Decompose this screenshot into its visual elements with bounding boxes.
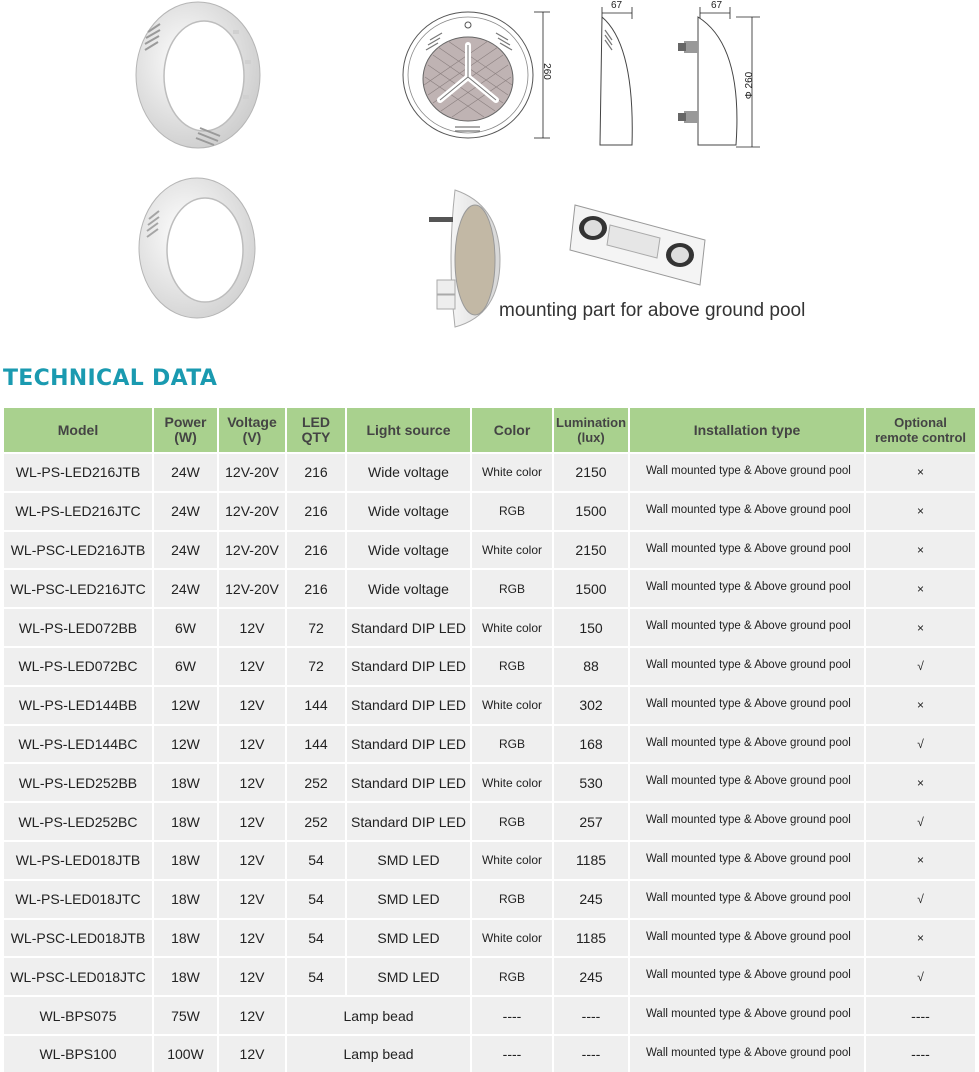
cell-voltage: 12V (219, 920, 285, 957)
front-view-dimension: 260 (540, 63, 552, 80)
cell-model: WL-PS-LED018JTC (4, 881, 152, 918)
cell-model: WL-PS-LED216JTC (4, 493, 152, 530)
cell-power: 12W (154, 687, 217, 724)
cell-power: 18W (154, 920, 217, 957)
table-header-row (4, 408, 975, 452)
cell-power: 18W (154, 764, 217, 801)
cell-remote-control: ---- (866, 1036, 975, 1072)
cell-lumination: 168 (554, 726, 628, 763)
cell-remote-control: √ (866, 803, 975, 840)
cell-model: WL-PS-LED072BC (4, 648, 152, 685)
ring-cover-image-1 (130, 0, 270, 160)
cell-power: 24W (154, 454, 217, 491)
cell-light-source: Wide voltage (347, 454, 470, 491)
cell-installation-type: Wall mounted type & Above ground pool (630, 648, 864, 685)
cell-lumination: 1500 (554, 493, 628, 530)
cell-model: WL-PSC-LED216JTC (4, 570, 152, 607)
cell-remote-control: × (866, 493, 975, 530)
cell-lumination: 1185 (554, 842, 628, 879)
cell-voltage: 12V (219, 764, 285, 801)
cell-light-source: Standard DIP LED (347, 609, 470, 646)
cell-voltage: 12V (219, 648, 285, 685)
cell-color: White color (472, 454, 552, 491)
cell-model: WL-PSC-LED018JTB (4, 920, 152, 957)
cell-installation-type: Wall mounted type & Above ground pool (630, 570, 864, 607)
cell-remote-control: √ (866, 958, 975, 995)
cell-led-qty: 54 (287, 920, 345, 957)
table-row (4, 1036, 975, 1072)
cell-color: White color (472, 609, 552, 646)
table-row (4, 881, 975, 918)
cell-model: WL-PSC-LED216JTB (4, 532, 152, 569)
cell-light-source: Wide voltage (347, 570, 470, 607)
cell-color: ---- (472, 1036, 552, 1072)
header-color: Color (472, 408, 552, 452)
cell-power: 75W (154, 997, 217, 1034)
cell-power: 18W (154, 803, 217, 840)
cell-model: WL-PS-LED144BC (4, 726, 152, 763)
cell-voltage: 12V-20V (219, 454, 285, 491)
cell-led-qty: 252 (287, 803, 345, 840)
table-row (4, 726, 975, 763)
cell-color: White color (472, 764, 552, 801)
cell-power: 18W (154, 958, 217, 995)
cell-light-source: Standard DIP LED (347, 764, 470, 801)
cell-power: 24W (154, 493, 217, 530)
cell-installation-type: Wall mounted type & Above ground pool (630, 726, 864, 763)
cell-remote-control: √ (866, 726, 975, 763)
cell-model: WL-BPS100 (4, 1036, 152, 1072)
header-installation-type: Installation type (630, 408, 864, 452)
cell-light-source: Standard DIP LED (347, 687, 470, 724)
mounting-bracket-image (565, 200, 710, 295)
section-title: TECHNICAL DATA (3, 366, 218, 391)
side-depth-label-2: 67 (711, 0, 723, 11)
cell-voltage: 12V (219, 881, 285, 918)
cell-installation-type: Wall mounted type & Above ground pool (630, 920, 864, 957)
cell-color: RGB (472, 958, 552, 995)
cell-remote-control: × (866, 687, 975, 724)
cell-light-source: SMD LED (347, 958, 470, 995)
cell-color: RGB (472, 726, 552, 763)
cell-voltage: 12V-20V (219, 493, 285, 530)
cell-color: White color (472, 687, 552, 724)
cell-lumination: 2150 (554, 454, 628, 491)
table-row (4, 454, 975, 491)
header-lumination: Lumination (lux) (554, 408, 628, 452)
table-row (4, 570, 975, 607)
cell-voltage: 12V (219, 1036, 285, 1072)
cell-lumination: 150 (554, 609, 628, 646)
table-row (4, 997, 975, 1034)
cell-led-qty: 144 (287, 687, 345, 724)
cell-led-qty: 216 (287, 493, 345, 530)
cell-lumination: 1185 (554, 920, 628, 957)
cell-light-source: Wide voltage (347, 532, 470, 569)
technical-data-table (2, 406, 977, 1072)
cell-voltage: 12V-20V (219, 532, 285, 569)
cell-led-qty: 216 (287, 570, 345, 607)
table-row (4, 493, 975, 530)
cell-color: ---- (472, 997, 552, 1034)
cell-led-qty: 216 (287, 532, 345, 569)
side-diameter-label: Φ 260 (744, 71, 756, 100)
cell-lumination: 2150 (554, 532, 628, 569)
cell-model: WL-PS-LED072BB (4, 609, 152, 646)
cell-installation-type: Wall mounted type & Above ground pool (630, 881, 864, 918)
cell-led-qty: 54 (287, 842, 345, 879)
cell-color: RGB (472, 570, 552, 607)
cell-led-qty: 54 (287, 958, 345, 995)
cell-light-source: SMD LED (347, 842, 470, 879)
cell-lumination: ---- (554, 1036, 628, 1072)
cell-remote-control: × (866, 532, 975, 569)
cell-color: RGB (472, 493, 552, 530)
cell-voltage: 12V (219, 997, 285, 1034)
cell-power: 24W (154, 570, 217, 607)
cell-lumination: 245 (554, 958, 628, 995)
cell-color: White color (472, 920, 552, 957)
cell-installation-type: Wall mounted type & Above ground pool (630, 1036, 864, 1072)
cell-installation-type: Wall mounted type & Above ground pool (630, 532, 864, 569)
table-row (4, 648, 975, 685)
cell-remote-control: × (866, 920, 975, 957)
cell-model: WL-BPS075 (4, 997, 152, 1034)
header-voltage: Voltage (V) (219, 408, 285, 452)
cell-power: 24W (154, 532, 217, 569)
cell-led-qty: 216 (287, 454, 345, 491)
table-body (4, 454, 975, 1072)
cell-model: WL-PS-LED252BC (4, 803, 152, 840)
cell-light-source: Lamp bead (287, 1036, 470, 1072)
cell-power: 18W (154, 881, 217, 918)
cell-model: WL-PS-LED216JTB (4, 454, 152, 491)
table-row (4, 609, 975, 646)
cell-led-qty: 72 (287, 609, 345, 646)
cell-installation-type: Wall mounted type & Above ground pool (630, 609, 864, 646)
cell-light-source: SMD LED (347, 920, 470, 957)
cell-voltage: 12V (219, 609, 285, 646)
side-depth-label-1: 67 (611, 0, 623, 11)
table-row (4, 532, 975, 569)
cell-installation-type: Wall mounted type & Above ground pool (630, 454, 864, 491)
cell-model: WL-PS-LED018JTB (4, 842, 152, 879)
cell-voltage: 12V (219, 687, 285, 724)
cell-installation-type: Wall mounted type & Above ground pool (630, 803, 864, 840)
cell-power: 6W (154, 609, 217, 646)
cell-installation-type: Wall mounted type & Above ground pool (630, 997, 864, 1034)
cell-color: RGB (472, 803, 552, 840)
ring-cover-image-2 (133, 175, 263, 325)
cell-installation-type: Wall mounted type & Above ground pool (630, 764, 864, 801)
header-remote-control: Optional remote control (866, 408, 975, 452)
cell-lumination: 245 (554, 881, 628, 918)
cell-light-source: Standard DIP LED (347, 648, 470, 685)
cell-remote-control: √ (866, 881, 975, 918)
cell-remote-control: ---- (866, 997, 975, 1034)
table-row (4, 803, 975, 840)
cell-color: RGB (472, 881, 552, 918)
cell-power: 100W (154, 1036, 217, 1072)
cell-lumination: 302 (554, 687, 628, 724)
cell-lumination: ---- (554, 997, 628, 1034)
mounting-caption: mounting part for above ground pool (499, 300, 806, 321)
cell-light-source: SMD LED (347, 881, 470, 918)
cell-power: 6W (154, 648, 217, 685)
cell-model: WL-PS-LED144BB (4, 687, 152, 724)
header-light-source: Light source (347, 408, 470, 452)
header-power: Power (W) (154, 408, 217, 452)
cell-light-source: Wide voltage (347, 493, 470, 530)
table-row (4, 764, 975, 801)
cell-remote-control: × (866, 842, 975, 879)
cell-model: WL-PS-LED252BB (4, 764, 152, 801)
cell-installation-type: Wall mounted type & Above ground pool (630, 958, 864, 995)
cell-remote-control: × (866, 454, 975, 491)
cell-light-source: Standard DIP LED (347, 726, 470, 763)
cell-color: White color (472, 842, 552, 879)
cell-voltage: 12V-20V (219, 570, 285, 607)
cell-power: 12W (154, 726, 217, 763)
table-row (4, 842, 975, 879)
cell-remote-control: × (866, 609, 975, 646)
cell-installation-type: Wall mounted type & Above ground pool (630, 493, 864, 530)
cell-remote-control: × (866, 570, 975, 607)
cell-led-qty: 144 (287, 726, 345, 763)
cell-voltage: 12V (219, 958, 285, 995)
cell-lumination: 1500 (554, 570, 628, 607)
cell-color: RGB (472, 648, 552, 685)
cell-lumination: 530 (554, 764, 628, 801)
cell-led-qty: 54 (287, 881, 345, 918)
cell-led-qty: 252 (287, 764, 345, 801)
table-row (4, 920, 975, 957)
cell-installation-type: Wall mounted type & Above ground pool (630, 687, 864, 724)
cell-voltage: 12V (219, 726, 285, 763)
header-led-qty: LED QTY (287, 408, 345, 452)
cell-power: 18W (154, 842, 217, 879)
cell-color: White color (472, 532, 552, 569)
cell-lumination: 88 (554, 648, 628, 685)
cell-remote-control: √ (866, 648, 975, 685)
cell-installation-type: Wall mounted type & Above ground pool (630, 842, 864, 879)
cell-light-source: Standard DIP LED (347, 803, 470, 840)
header-model: Model (4, 408, 152, 452)
lamp-perspective-image (425, 185, 505, 330)
cell-model: WL-PSC-LED018JTC (4, 958, 152, 995)
cell-light-source: Lamp bead (287, 997, 470, 1034)
table-row (4, 958, 975, 995)
side-view-drawing-1 (590, 5, 650, 150)
cell-voltage: 12V (219, 803, 285, 840)
cell-remote-control: × (866, 764, 975, 801)
cell-lumination: 257 (554, 803, 628, 840)
cell-voltage: 12V (219, 842, 285, 879)
cell-led-qty: 72 (287, 648, 345, 685)
table-row (4, 687, 975, 724)
